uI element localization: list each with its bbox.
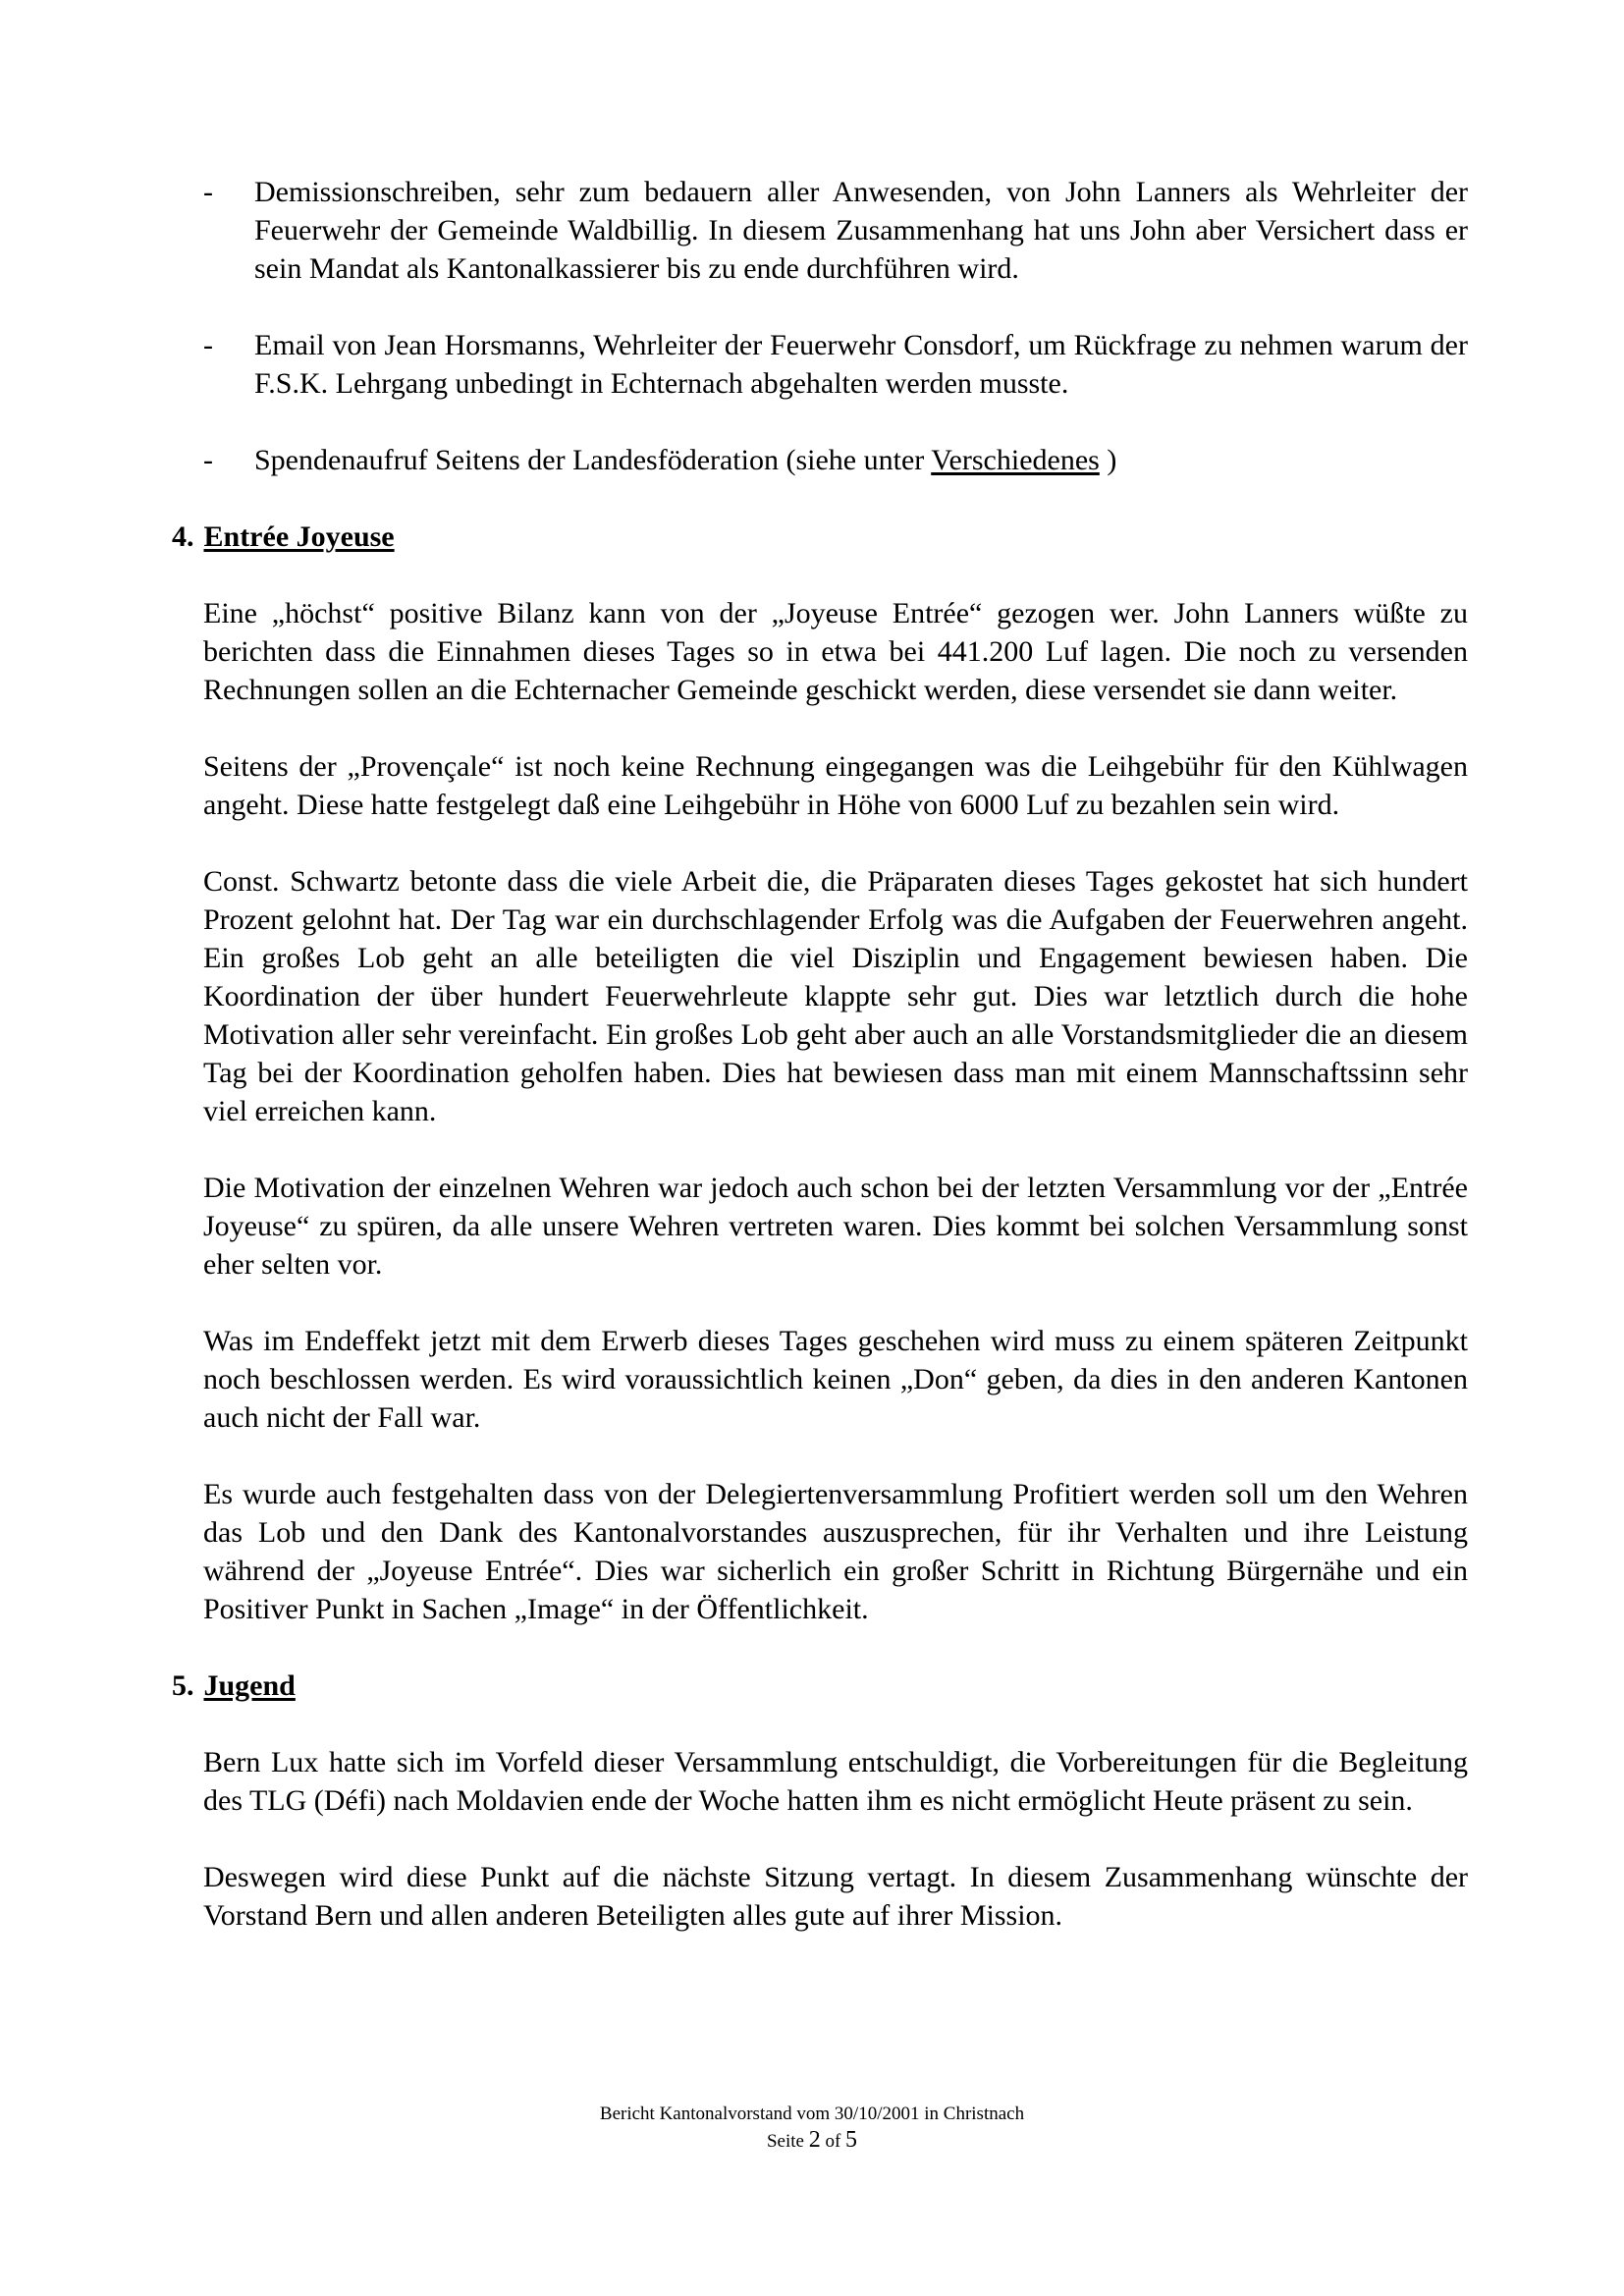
bullet-text: Spendenaufruf Seitens der Landesföderation (siehe unter — [254, 444, 932, 476]
paragraph: Seitens der „Provençale“ ist noch keine Rechnung eingegangen was die Leihgebühr für den Kühlwagen angeht. Diese hatte festgelegt daß eine Leihgebühr in Höhe von 6000 Luf zu bezahlen sein wird. — [203, 750, 1468, 821]
page-total: 5 — [845, 2127, 858, 2153]
page-content — [172, 173, 1468, 1973]
section-title: Jugend — [203, 1669, 296, 1702]
page-current: 2 — [808, 2127, 821, 2153]
footer-report-title: Bericht Kantonalvorstand vom 30/10/2001 in Christnach — [599, 2104, 1025, 2124]
section-number: 5. — [172, 1669, 194, 1702]
bullet-dash: - — [203, 444, 213, 476]
section-number: 4. — [172, 520, 194, 553]
paragraph: Bern Lux hatte sich im Vorfeld dieser Versammlung entschuldigt, die Vorbereitungen für die Begleitung des TLG (Défi) nach Moldavien ende der Woche hatten ihm es nicht ermöglicht Heute präsent zu sein. — [203, 1746, 1468, 1817]
bullet-item — [203, 173, 1468, 288]
page-of-label: of — [825, 2131, 841, 2152]
paragraph: Es wurde auch festgehalten dass von der Delegiertenversammlung Profitiert werden soll um den Wehren das Lob und den Dank des Kantonalvorstandes auszusprechen, für ihr Verhalten und ihre Leistung während der „Joyeuse Entrée“. Dies war sicherlich ein großer Schritt in Richtung Bürgernähe und ein Positiver Punkt in Sachen „Image“ in der Öffentlichkeit. — [203, 1478, 1468, 1625]
bullet-text: Email von Jean Horsmanns, Wehrleiter der Feuerwehr Consdorf, um Rückfrage zu nehmen warum der F.S.K. Lehrgang unbedingt in Echternach abgehalten werden musste. — [254, 329, 1468, 400]
paragraph: Was im Endeffekt jetzt mit dem Erwerb dieses Tages geschehen wird muss zu einem späteren Zeitpunkt noch beschlossen werden. Es wird voraussichtlich keinen „Don“ geben, da dies in den anderen Kantonen auch nicht der Fall war. — [203, 1325, 1468, 1434]
bullet-text: Demissionschreiben, sehr zum bedauern aller Anwesenden, von John Lanners als Wehrleiter der Feuerwehr der Gemeinde Waldbillig. In diesem Zusammenhang hat uns John aber Versichert dass er sein Mandat als Kantonalkassierer bis zu ende durchführen wird. — [254, 176, 1468, 285]
paragraph: Const. Schwartz betonte dass die viele Arbeit die, die Präparaten dieses Tages gekostet hat sich hundert Prozent gelohnt hat. Der Tag war ein durchschlagender Erfolg was die Aufgaben der Feuerwehren angeht. Ein großes Lob geht an alle beteiligten die viel Disziplin und Engagement bewiesen haben. Die Koordination der über hundert Feuerwehrleute klappte sehr gut. Dies war letztlich durch die hohe Motivation aller sehr vereinfacht. Ein großes Lob geht aber auch an alle Vorstandsmitglieder die an diesem Tag bei der Koordination geholfen haben. Dies hat bewiesen dass man mit einem Mannschaftssinn sehr viel erreichen kann. — [203, 865, 1468, 1127]
bullet-text: ) — [1099, 444, 1117, 476]
page-label: Seite — [766, 2131, 804, 2152]
section-reference: Verschiedenes — [931, 444, 1100, 476]
section-heading — [172, 1667, 1468, 1705]
paragraph: Eine „höchst“ positive Bilanz kann von der „Joyeuse Entrée“ gezogen wer. John Lanners wüßte zu berichten dass die Einnahmen dieses Tages so in etwa bei 441.200 Luf lagen. Die noch zu versenden Rechnungen sollen an die Echternacher Gemeinde geschickt werden, diese versendet sie dann weiter. — [203, 597, 1468, 706]
bullet-dash: - — [203, 176, 213, 208]
paragraph: Die Motivation der einzelnen Wehren war jedoch auch schon bei der letzten Versammlung vor der „Entrée Joyeuse“ zu spüren, da alle unsere Wehren vertreten waren. Dies kommt bei solchen Versammlung sonst eher selten vor. — [203, 1172, 1468, 1281]
bullet-item — [203, 326, 1468, 403]
bullet-item — [203, 441, 1468, 479]
paragraph: Deswegen wird diese Punkt auf die nächste Sitzung vertagt. In diesem Zusammenhang wünschte der Vorstand Bern und allen anderen Beteiligten alles gute auf ihrer Mission. — [203, 1861, 1468, 1932]
section-heading — [172, 518, 1468, 556]
section-title: Entrée Joyeuse — [203, 520, 395, 553]
footer-page-number — [0, 2127, 1624, 2155]
bullet-dash: - — [203, 329, 213, 361]
bullet-list — [203, 173, 1468, 479]
